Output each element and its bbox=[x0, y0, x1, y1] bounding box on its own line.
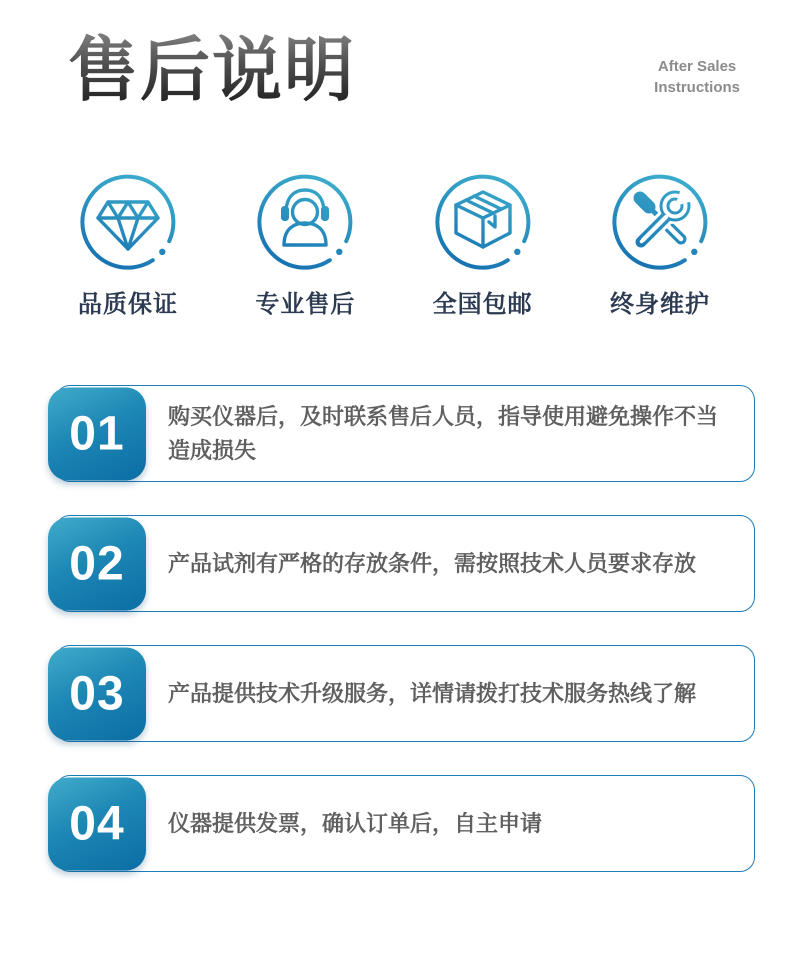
steps-list bbox=[0, 385, 800, 872]
feature-shipping bbox=[415, 172, 551, 319]
step-text: 产品试剂有严格的存放条件，需按照技术人员要求存放 bbox=[168, 550, 697, 576]
feature-service bbox=[237, 172, 373, 319]
diamond-icon bbox=[78, 172, 178, 272]
package-icon bbox=[433, 172, 533, 272]
step-text: 产品提供技术升级服务，详情请拨打技术服务热线了解 bbox=[168, 680, 697, 706]
step-number-badge: 01 bbox=[48, 387, 146, 480]
headset-icon bbox=[255, 172, 355, 272]
step-text: 购买仪器后，及时联系售后人员，指导使用避免操作不当造成损失 bbox=[168, 403, 719, 463]
feature-label-quality: 品质保证 bbox=[78, 291, 178, 318]
feature-row bbox=[0, 172, 800, 319]
step-card-2 bbox=[55, 515, 755, 612]
step-card-4 bbox=[55, 775, 755, 872]
step-number-badge: 03 bbox=[48, 647, 146, 740]
feature-maintenance bbox=[592, 172, 728, 319]
feature-quality bbox=[60, 172, 196, 319]
feature-label-service: 专业售后 bbox=[255, 291, 356, 318]
header bbox=[0, 0, 800, 136]
step-card-3 bbox=[55, 645, 755, 742]
step-number-badge: 02 bbox=[48, 517, 146, 610]
subtitle-line-2: Instructions bbox=[654, 79, 740, 96]
page-title: 售后说明 bbox=[68, 26, 356, 114]
feature-label-shipping: 全国包邮 bbox=[432, 291, 533, 318]
step-card-1 bbox=[55, 385, 755, 482]
subtitle-line-1: After Sales bbox=[657, 58, 737, 75]
step-number-badge: 04 bbox=[48, 777, 146, 870]
tools-icon bbox=[610, 172, 710, 272]
page-subtitle bbox=[654, 56, 740, 98]
feature-label-maintenance: 终身维护 bbox=[609, 291, 710, 318]
step-text: 仪器提供发票，确认订单后，自主申请 bbox=[168, 810, 543, 836]
